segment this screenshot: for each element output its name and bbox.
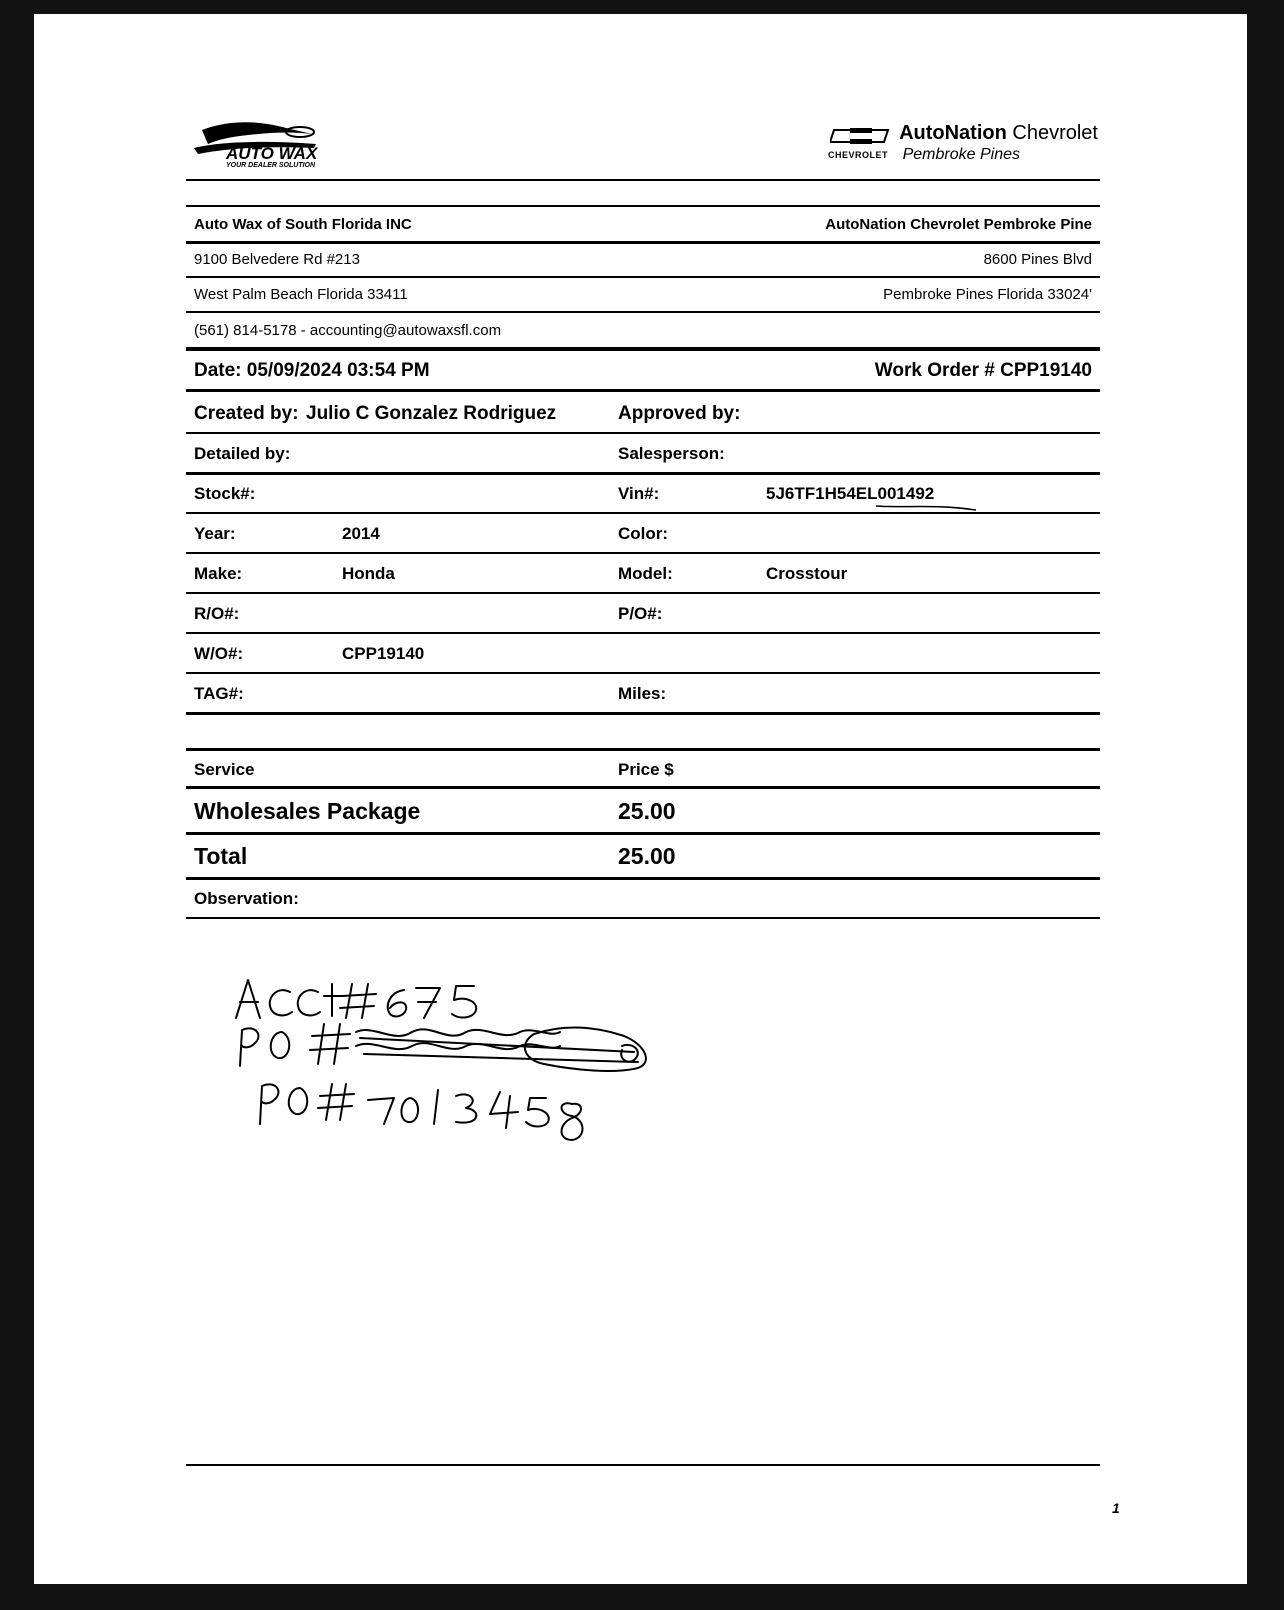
rule xyxy=(186,432,1100,434)
vin-label: Vin#: xyxy=(618,484,660,503)
rule xyxy=(186,786,1100,789)
year-value: 2014 xyxy=(342,524,380,543)
salesperson-label: Salesperson: xyxy=(618,444,725,463)
service-item-name: Wholesales Package xyxy=(194,798,421,824)
rule xyxy=(186,712,1100,715)
rule xyxy=(186,917,1100,919)
auto-wax-logo-tagline: YOUR DEALER SOLUTION xyxy=(226,162,316,169)
autonation-brand xyxy=(899,122,1098,145)
make-value: Honda xyxy=(342,564,395,583)
order-date: Date: 05/09/2024 03:54 PM xyxy=(194,360,430,381)
rule xyxy=(186,276,1100,278)
rule xyxy=(186,832,1100,835)
price-header: Price $ xyxy=(618,760,674,779)
vendor-address2: West Palm Beach Florida 33411 xyxy=(194,286,408,303)
rule xyxy=(186,241,1100,244)
rule xyxy=(186,205,1100,207)
color-label: Color: xyxy=(618,524,669,543)
document-page xyxy=(34,14,1247,1584)
miles-label: Miles: xyxy=(618,684,667,703)
created-by-label: Created by: xyxy=(194,403,299,424)
vin-value: 5J6TF1H54EL001492 xyxy=(766,484,935,503)
rule xyxy=(186,592,1100,594)
chevrolet-bowtie-icon xyxy=(830,126,892,146)
model-value: Crosstour xyxy=(766,564,848,583)
chevrolet-wordmark: CHEVROLET xyxy=(828,150,889,160)
vendor-contact: (561) 814-5178 - accounting@autowaxsfl.com xyxy=(194,322,502,339)
rule xyxy=(186,632,1100,634)
rule xyxy=(186,748,1100,751)
customer-name: AutoNation Chevrolet Pembroke Pine xyxy=(825,216,1092,233)
header-divider xyxy=(186,179,1100,181)
rule xyxy=(186,672,1100,674)
brand-rest: Chevrolet xyxy=(1012,122,1098,144)
work-order-number: Work Order # CPP19140 xyxy=(874,360,1092,381)
rule xyxy=(186,472,1100,475)
page-number: 1 xyxy=(1112,1500,1120,1516)
rule xyxy=(186,512,1100,514)
footer-rule xyxy=(186,1464,1100,1466)
rule xyxy=(186,389,1100,392)
customer-address2: Pembroke Pines Florida 33024' xyxy=(883,286,1092,303)
year-label: Year: xyxy=(194,524,236,543)
brand-bold: AutoNation xyxy=(899,122,1007,144)
detailed-by-label: Detailed by: xyxy=(194,444,291,463)
service-header: Service xyxy=(194,760,255,779)
ro-label: R/O#: xyxy=(194,604,240,623)
model-label: Model: xyxy=(618,564,673,583)
customer-address1: 8600 Pines Blvd xyxy=(983,251,1092,268)
wo-label: W/O#: xyxy=(194,644,244,663)
po-label: P/O#: xyxy=(618,604,663,623)
tag-label: TAG#: xyxy=(194,684,244,703)
rule xyxy=(186,311,1100,313)
rule xyxy=(186,552,1100,554)
created-by-value: Julio C Gonzalez Rodriguez xyxy=(306,403,557,424)
vendor-address1: 9100 Belvedere Rd #213 xyxy=(194,251,360,268)
make-label: Make: xyxy=(194,564,243,583)
approved-by-label: Approved by: xyxy=(618,403,741,424)
service-item-price: 25.00 xyxy=(618,798,676,824)
dealer-location: Pembroke Pines xyxy=(902,146,1020,163)
stock-label: Stock#: xyxy=(194,484,256,503)
auto-wax-logo-name: AUTO WAX xyxy=(226,144,318,163)
handwritten-notes xyxy=(234,974,694,1164)
rule xyxy=(186,347,1100,351)
wo-value: CPP19140 xyxy=(342,644,425,663)
autonation-chevrolet-logo xyxy=(828,122,1098,170)
rule xyxy=(186,877,1100,880)
vendor-name: Auto Wax of South Florida INC xyxy=(194,216,412,233)
auto-wax-logo xyxy=(188,118,328,174)
total-label: Total xyxy=(194,843,248,869)
total-value: 25.00 xyxy=(618,843,676,869)
observation-label: Observation: xyxy=(194,889,299,908)
document-header xyxy=(186,110,1100,190)
